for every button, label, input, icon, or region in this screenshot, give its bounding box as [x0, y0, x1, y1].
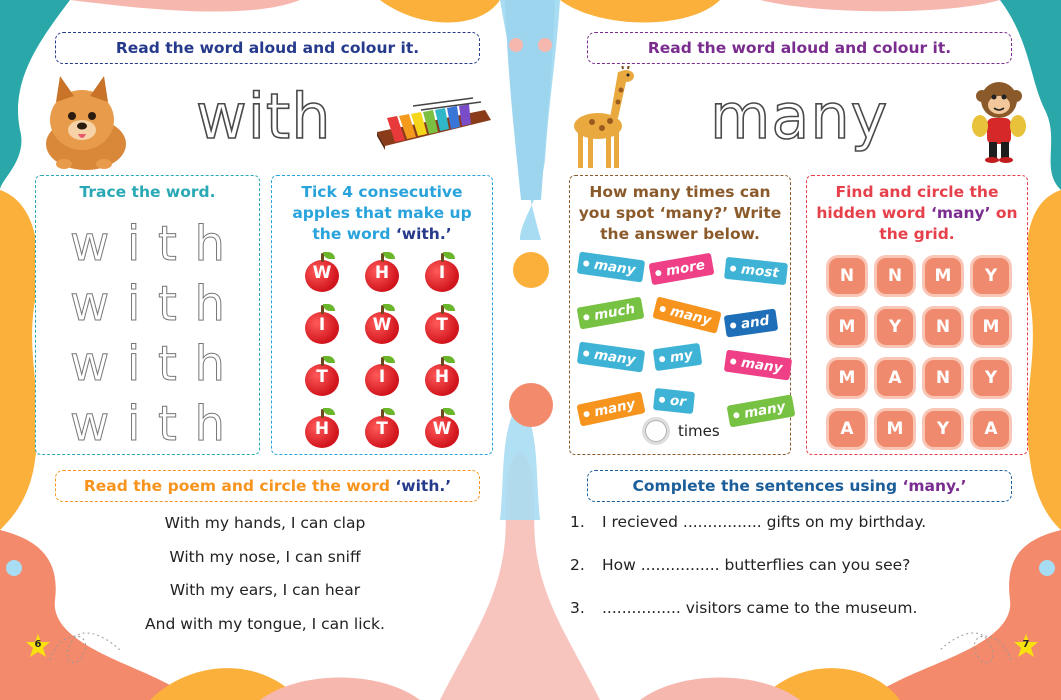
sentences-header-word: ‘many.’	[902, 477, 967, 495]
sentence-3[interactable]	[570, 599, 917, 617]
grid-title-line: the grid.	[879, 225, 955, 243]
apple-letter: H	[314, 419, 330, 439]
trace-letter: w	[70, 336, 110, 392]
sentence-text: ................ visitors came to the museum.	[602, 599, 918, 617]
word-tag[interactable]: many	[577, 252, 645, 283]
apple-letter: I	[438, 263, 446, 283]
grid-cell[interactable]: M	[877, 411, 913, 447]
apple-letter: H	[374, 263, 390, 283]
apple-I[interactable]	[365, 358, 399, 396]
apples-title-line	[272, 224, 492, 245]
apple-letter: T	[436, 315, 448, 335]
grid-cell[interactable]: M	[829, 309, 865, 345]
trace-letter: i	[126, 396, 141, 452]
spot-title	[570, 182, 790, 245]
trace-letter: i	[126, 336, 141, 392]
trace-letter: w	[70, 396, 110, 452]
sentence-number: 1.	[570, 513, 585, 531]
trace-title: Trace the word.	[79, 183, 216, 201]
spot-box	[569, 175, 791, 455]
trace-letter: t	[158, 216, 177, 272]
apple-I[interactable]	[305, 306, 339, 344]
left-header	[55, 32, 480, 64]
word-tag[interactable]: many	[724, 350, 792, 381]
dog-illustration	[34, 72, 134, 172]
apples-title-pre: the word	[312, 225, 396, 243]
sentence-text: How ................ butterflies can you see?	[602, 556, 911, 574]
sentence-1[interactable]	[570, 513, 926, 531]
trace-letter: t	[158, 276, 177, 332]
poem-line: With my ears, I can hear	[169, 581, 361, 599]
apples-title-line: apples that make up	[292, 204, 472, 222]
trace-rows	[36, 217, 259, 451]
apple-T[interactable]	[305, 358, 339, 396]
giraffe-illustration	[566, 66, 646, 172]
grid-cell[interactable]: N	[829, 258, 865, 294]
trace-letter: i	[126, 276, 141, 332]
right-page-number	[1013, 633, 1039, 659]
apple-W[interactable]	[425, 410, 459, 448]
grid-title-line: Find and circle the	[835, 183, 999, 201]
answer-circle[interactable]	[642, 417, 670, 445]
left-header-text: Read the word aloud and colour it.	[115, 39, 420, 57]
spot-title-line: you spot ‘many?’ Write	[578, 204, 782, 222]
grid-title	[807, 182, 1027, 245]
trace-box	[35, 175, 260, 455]
apple-letter: I	[318, 315, 326, 335]
apple-W[interactable]	[305, 254, 339, 292]
apple-grid	[292, 254, 472, 448]
grid-title-line	[807, 203, 1027, 224]
left-big-word: with	[196, 80, 332, 153]
trace-letter: t	[158, 336, 177, 392]
apples-box	[271, 175, 493, 455]
grid-cell[interactable]: Y	[877, 309, 913, 345]
grid-title-post: on	[990, 204, 1018, 222]
left-page-number-text: 6	[34, 639, 42, 650]
trace-letter: h	[194, 276, 225, 332]
right-header	[587, 32, 1012, 64]
word-tag[interactable]: much	[577, 296, 645, 329]
poem-header-word: ‘with.’	[395, 477, 452, 495]
trace-letter: w	[70, 276, 110, 332]
grid-box	[806, 175, 1028, 455]
grid-cell[interactable]: N	[925, 309, 961, 345]
grid-cell[interactable]: M	[829, 360, 865, 396]
poem-line: And with my tongue, I can lick.	[145, 614, 385, 633]
grid-cell[interactable]: M	[925, 258, 961, 294]
letter-grid	[829, 258, 1009, 447]
sentence-number: 3.	[570, 599, 585, 617]
apple-letter: W	[372, 315, 392, 335]
grid-cell[interactable]: M	[973, 309, 1009, 345]
apple-letter: T	[376, 419, 388, 439]
right-header-text: Read the word aloud and colour it.	[647, 39, 952, 57]
word-tag[interactable]: and	[724, 308, 779, 337]
apple-H[interactable]	[305, 410, 339, 448]
right-big-word: many	[710, 80, 889, 153]
spot-title-line: the answer below.	[600, 225, 760, 243]
trace-letter: h	[194, 396, 225, 452]
word-tag[interactable]: more	[649, 253, 715, 286]
trace-row[interactable]	[36, 277, 259, 331]
apple-letter: H	[434, 367, 450, 387]
word-tag[interactable]: most	[724, 257, 788, 285]
poem	[125, 510, 405, 644]
grid-cell[interactable]: A	[973, 411, 1009, 447]
grid-cell[interactable]: N	[925, 360, 961, 396]
poem-line: With my nose, I can sniff	[169, 547, 361, 566]
apples-title-word: ‘with.’	[395, 225, 452, 243]
word-tag[interactable]: many	[727, 394, 795, 427]
left-page-number	[25, 633, 51, 659]
word-tag[interactable]: many	[577, 342, 645, 373]
apple-T[interactable]	[425, 306, 459, 344]
apple-letter: T	[316, 367, 328, 387]
trace-row[interactable]	[36, 337, 259, 391]
apples-title	[272, 182, 492, 245]
grid-title-word: ‘many’	[930, 204, 991, 222]
sentence-text: I recieved ................ gifts on my birthday.	[602, 513, 927, 531]
trace-letter: w	[70, 216, 110, 272]
word-tag[interactable]: my	[653, 343, 702, 371]
trace-row[interactable]	[36, 397, 259, 451]
grid-cell[interactable]: A	[877, 360, 913, 396]
word-tag[interactable]: or	[653, 388, 695, 414]
apple-letter: W	[432, 419, 452, 439]
grid-cell[interactable]: N	[877, 258, 913, 294]
apple-H[interactable]	[425, 358, 459, 396]
poem-header	[55, 470, 480, 502]
grid-cell[interactable]: Y	[925, 411, 961, 447]
trace-letter: t	[158, 396, 177, 452]
monkey-illustration	[968, 78, 1030, 164]
trace-letter: i	[126, 216, 141, 272]
xylophone-illustration	[373, 96, 493, 152]
grid-cell[interactable]: Y	[973, 258, 1009, 294]
grid-cell[interactable]: Y	[973, 360, 1009, 396]
trace-letter: h	[194, 216, 225, 272]
spot-title-line: How many times can	[589, 183, 771, 201]
apple-letter: W	[312, 263, 332, 283]
trace-row[interactable]	[36, 217, 259, 271]
right-page-number-text: 7	[1022, 639, 1030, 650]
times-label: times	[678, 422, 720, 440]
sentences-header	[587, 470, 1012, 502]
apple-W[interactable]	[365, 306, 399, 344]
word-tag[interactable]: many	[576, 391, 645, 426]
sentence-2[interactable]	[570, 556, 910, 574]
apple-letter: I	[378, 367, 386, 387]
word-tag[interactable]: many	[652, 296, 721, 333]
poem-header-pre: Read the poem and circle the word	[83, 477, 390, 495]
apple-I[interactable]	[425, 254, 459, 292]
sentences-header-pre: Complete the sentences using	[632, 477, 898, 495]
apples-title-line: Tick 4 consecutive	[301, 183, 463, 201]
poem-line: With my hands, I can clap	[164, 514, 366, 532]
trace-letter: h	[194, 336, 225, 392]
apple-T[interactable]	[365, 410, 399, 448]
sentence-number: 2.	[570, 556, 585, 574]
grid-title-pre: hidden word	[816, 204, 931, 222]
apple-H[interactable]	[365, 254, 399, 292]
grid-cell[interactable]: A	[829, 411, 865, 447]
